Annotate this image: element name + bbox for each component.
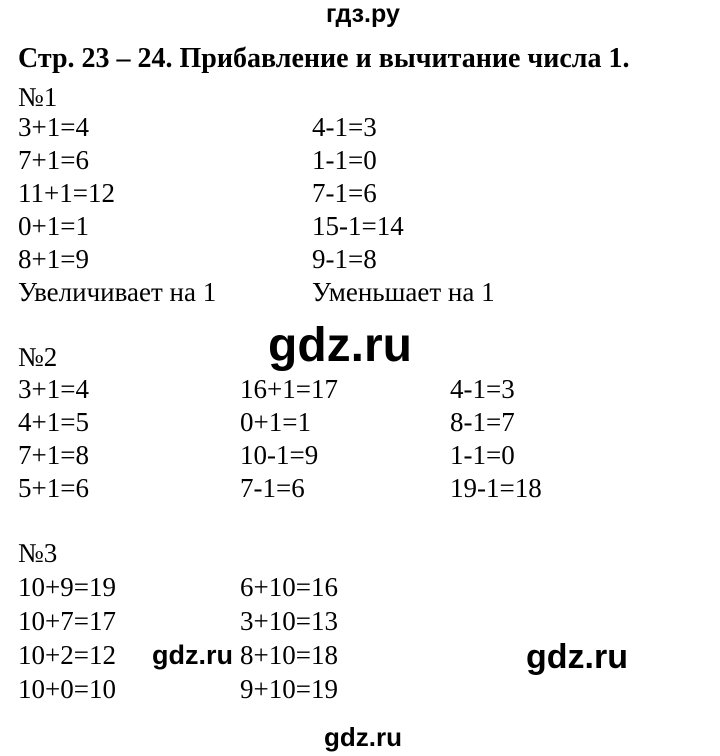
task2-col2-row1: 16+1=17 — [240, 374, 338, 404]
task3-col2-row3: 8+10=18 — [240, 640, 338, 670]
task3-col2-row2: 3+10=13 — [240, 606, 338, 636]
task1-col2-row3: 7-1=6 — [312, 178, 377, 208]
task2-col1-row4: 5+1=6 — [18, 473, 89, 503]
task1-col1-row1: 3+1=4 — [18, 112, 89, 142]
task2-col3-row3: 1-1=0 — [450, 440, 515, 470]
task2-col1-row3: 7+1=8 — [18, 440, 89, 470]
task2-col2-row4: 7-1=6 — [240, 473, 305, 503]
task2-col2-row2: 0+1=1 — [240, 407, 311, 437]
watermark-bottom: gdz.ru — [324, 722, 402, 752]
task1-col2-row5: 9-1=8 — [312, 244, 377, 274]
task1-label: №1 — [18, 82, 58, 112]
watermark-top: гдз.ру — [326, 0, 400, 28]
task3-col2-row1: 6+10=16 — [240, 572, 338, 602]
task3-col1-row2: 10+7=17 — [18, 606, 116, 636]
task1-conclusion-subtract: Уменьшает на 1 — [312, 277, 495, 307]
watermark-right: gdz.ru — [526, 638, 628, 676]
task3-col2-row4: 9+10=19 — [240, 674, 338, 704]
task2-col1-row2: 4+1=5 — [18, 407, 89, 437]
task2-col3-row2: 8-1=7 — [450, 407, 515, 437]
task3-col1-row1: 10+9=19 — [18, 572, 116, 602]
task3-col1-row3: 10+2=12 — [18, 640, 116, 670]
task1-col1-row2: 7+1=6 — [18, 145, 89, 175]
task1-col2-row1: 4-1=3 — [312, 112, 377, 142]
task3-col1-row4: 10+0=10 — [18, 674, 116, 704]
task2-col2-row3: 10-1=9 — [240, 440, 319, 470]
task1-col1-row5: 8+1=9 — [18, 244, 89, 274]
task2-col1-row1: 3+1=4 — [18, 374, 89, 404]
task1-col1-row3: 11+1=12 — [18, 178, 115, 208]
task1-col2-row2: 1-1=0 — [312, 145, 377, 175]
task1-col1-row4: 0+1=1 — [18, 211, 89, 241]
task2-col3-row4: 19-1=18 — [450, 473, 542, 503]
task1-col2-row4: 15-1=14 — [312, 211, 404, 241]
page-title: Стр. 23 – 24. Прибавление и вычитание числа 1. — [18, 43, 630, 74]
task1-conclusion-add: Увеличивает на 1 — [18, 277, 217, 307]
task3-label: №3 — [18, 538, 58, 568]
watermark-middle: gdz.ru — [268, 319, 412, 372]
task2-label: №2 — [18, 342, 58, 372]
task2-col3-row1: 4-1=3 — [450, 374, 515, 404]
watermark-small: gdz.ru — [152, 640, 233, 670]
